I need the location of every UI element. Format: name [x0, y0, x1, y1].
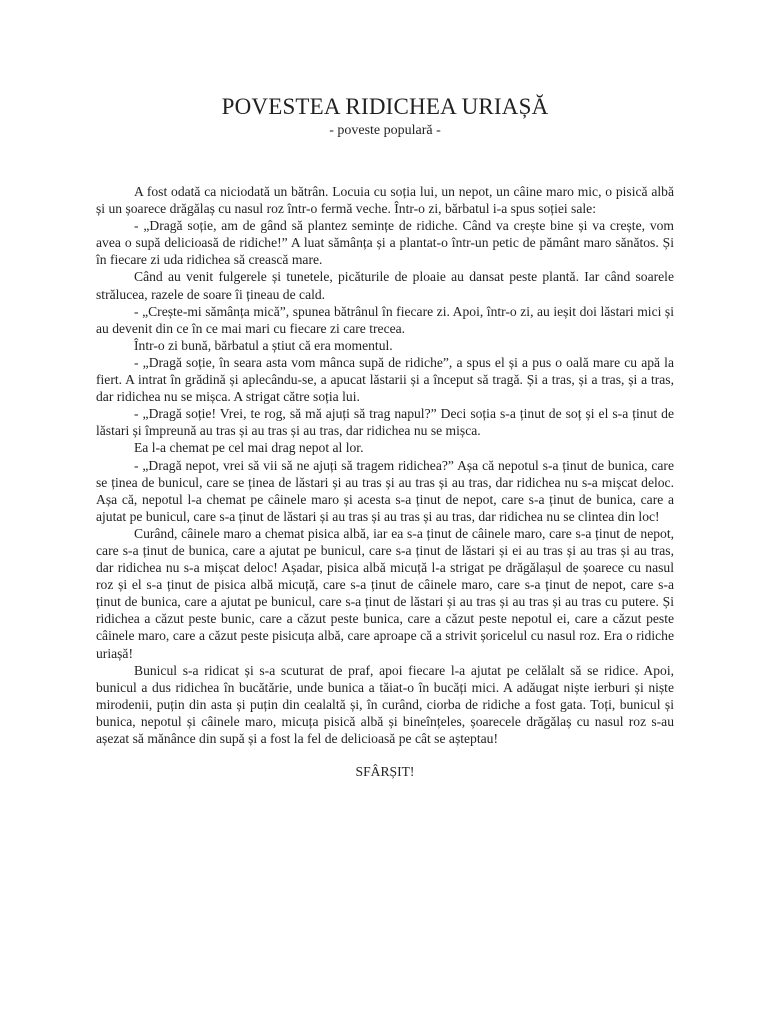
paragraph: - „Dragă soție, am de gând să plantez semințe de ridiche. Când va crește bine și va crește, vom avea o supă delicioasă de ridiche!” A luat sămânța și a plantat-o într-un petic de pământ maro sănătos. Și în fiecare zi uda ridichea să crească mare. — [96, 218, 674, 268]
paragraph: Când au venit fulgerele și tunetele, picăturile de ploaie au dansat peste plantă. Iar când soarele strălucea, razele de soare îi țineau de cald. — [96, 269, 674, 302]
paragraph: Ea l-a chemat pe cel mai drag nepot al lor. — [134, 440, 364, 456]
story-title: POVESTEA RIDICHEA URIAȘĂ — [221, 94, 549, 119]
story-ending: SFÂRȘIT! — [355, 764, 415, 780]
paragraph: Curând, câinele maro a chemat pisica albă, iar ea s-a ținut de câinele maro, care s-a ținut de nepot, care s-a ținut de bunica, care a ajutat pe bunicul, care s-a ținut de lăstari și ei au tras și au tras și au tras, dar ridichea nu s-a mișcat deloc! Așadar, pisica albă micuță l-a strigat pe drăgălașul de șoarece cu nasul roz și el s-a ținut de pisica albă micuță, care s-a ținut de câinele maro, care s-a ținut de nepot, care s-a ținut de bunica, care a ajutat pe bunicul, care s-a ținut de lăstari și au tras și au tras și au tras cu putere. Și ridichea a căzut peste bunic, care a căzut peste bunica, care a căzut peste nepotul ei, care a căzut peste câinele maro, care a căzut peste pisicuța albă, care aproape că a strivit șoricelul cu nasul roz. Era o ridiche uriașă! — [96, 525, 674, 661]
story-body — [96, 183, 674, 747]
paragraph: - „Dragă nepot, vrei să vii să ne ajuți să tragem ridichea?” Așa că nepotul s-a ținut de bunica, care se ținea de bunicul, care se ținea de lăstari și au tras și au tras și au tras, dar ridichea nu s-a mișcat deloc. Așa că, nepotul l-a chemat pe câinele maro și acesta s-a ținut de nepot, care s-a ținut de bunica, care a ajutat pe bunicul, care s-a ținut de lăstari și au tras și au tras și au tras, dar ridichea nu se clintea din loc! — [96, 457, 674, 524]
paragraph: - „Crește-mi sămânța mică”, spunea bătrânul în fiecare zi. Apoi, într-o zi, au ieșit doi lăstari mici și au devenit din ce în ce mai mari cu fiecare zi care trecea. — [96, 303, 674, 336]
story-subtitle: - poveste populară - — [329, 123, 441, 138]
paragraph: - „Dragă soție! Vrei, te rog, să mă ajuți să trag napul?” Deci soția s-a ținut de soț și el s-a ținut de lăstari și împreună au tras și au tras și au tras, dar ridichea nu se mișca. — [96, 406, 674, 439]
document-page — [96, 92, 674, 780]
paragraph: Într-o zi bună, bărbatul a știut că era momentul. — [134, 337, 393, 353]
paragraph: Bunicul s-a ridicat și s-a scuturat de praf, apoi fiecare l-a ajutat pe celălalt să se ridice. Apoi, bunicul a dus ridichea în bucătărie, unde bunica a tăiat-o în bucăți mici. A adăugat niște ierburi și niște mirodenii, puțin din asta și puțin din cealaltă și, în curând, ciorba de ridiche a fost gata. Toți, bunicul și bunica, nepotul și câinele maro, micuța pisică albă și bineînțeles, șoarecele drăgălaș cu nasul roz s-au așezat să mănânce din supă și a fost la fel de delicioasă pe cât se așteptau! — [96, 662, 674, 746]
paragraph: A fost odată ca niciodată un bătrân. Locuia cu soția lui, un nepot, un câine maro mic, o pisică albă și un șoarece drăgălaș cu nasul roz într-o fermă veche. Într-o zi, bărbatul i-a spus soției sale: — [96, 184, 674, 217]
paragraph: - „Dragă soție, în seara asta vom mânca supă de ridiche”, a spus el și a pus o oală mare cu apă la fiert. A intrat în grădină și aplecându-se, a apucat lăstarii și a început să tragă. Și a tras, și a tras, și a tras, dar ridichea nu se mișca. A strigat către soția lui. — [96, 354, 674, 405]
